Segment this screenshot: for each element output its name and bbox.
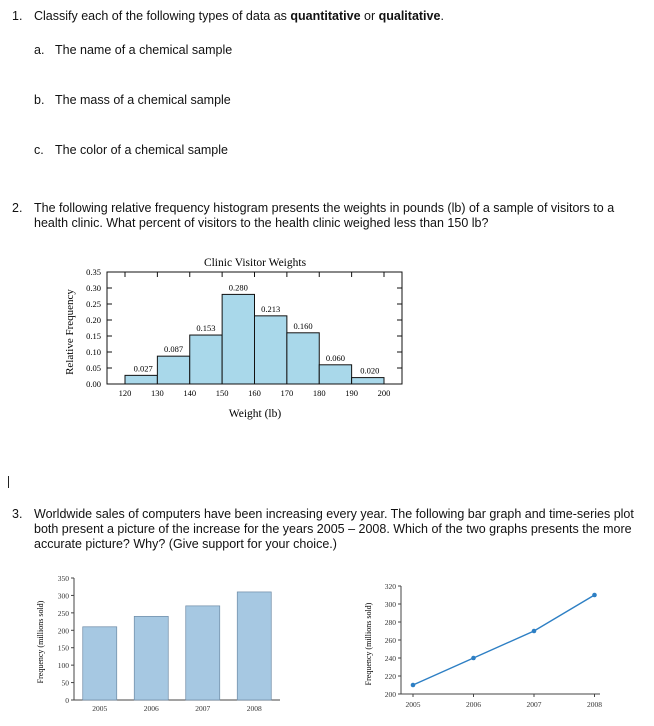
bar-chart-y-tick-label: 50 [61,678,69,688]
histogram-bar-value-label: 0.160 [293,320,313,331]
q1b-letter: b. [34,93,45,107]
bar-chart-bar [237,592,271,700]
q1-text-pre: Classify each of the following types of data as [34,9,291,23]
histogram-chart [0,250,654,430]
histogram-bar-value-label: 0.087 [164,344,184,355]
bar-chart-y-tick-label: 300 [57,591,69,601]
line-chart-y-tick-label: 260 [384,636,396,645]
q1-number: 1. [12,9,23,23]
bar-chart-x-tick-label: 2008 [246,704,262,713]
q1-prompt [34,9,444,24]
bar-chart-bar [83,627,117,700]
bar-chart-y-tick-label: 250 [57,608,69,618]
sales-bar-chart [30,570,300,720]
q3-line2: both present a picture of the increase for the years 2005 – 2008. Which of the two graphs presents the more [34,522,632,536]
q2-number: 2. [12,201,23,215]
bar-chart-x-tick-label: 2005 [92,704,108,713]
bar-chart-x-tick-label: 2006 [143,704,159,713]
q3-line3: accurate picture? Why? (Give support for your choice.) [34,537,337,551]
line-chart-x-tick-label: 2007 [526,700,542,709]
histogram-bar [125,375,157,384]
histogram-bar [157,356,189,384]
histogram-bar [222,294,254,384]
bar-chart-y-tick-label: 150 [57,643,69,653]
line-chart-x-tick-label: 2005 [405,700,421,709]
histogram-bar-value-label: 0.020 [360,365,380,376]
line-chart-y-axis-label: Frequency (millions sold) [364,602,373,686]
histogram-y-tick-label: 0.00 [86,379,101,389]
histogram-bar [319,365,351,384]
bar-chart-y-tick-label: 350 [57,574,69,583]
q1-text-mid: or [360,9,379,23]
q1-bold-quantitative: quantitative [290,9,361,23]
line-chart-y-tick-label: 240 [384,654,396,663]
histogram-x-tick-label: 150 [215,388,229,398]
histogram-y-tick-label: 0.15 [86,331,101,341]
text-cursor-mark [8,476,9,488]
histogram-bar-value-label: 0.153 [196,323,216,334]
line-chart-x-tick-label: 2006 [466,700,481,709]
q3-number: 3. [12,507,23,521]
histogram-x-tick-label: 130 [151,388,164,398]
histogram-bar-value-label: 0.213 [261,303,281,314]
line-chart-point [411,683,416,688]
line-chart-series [413,595,595,685]
line-chart-x-tick-label: 2008 [587,700,602,709]
q1c-text: The color of a chemical sample [55,143,228,157]
line-chart-point [471,656,476,661]
histogram-bar-value-label: 0.280 [228,282,248,293]
histogram-x-tick-label: 160 [248,388,261,398]
histogram-bar [352,378,384,384]
histogram-y-tick-label: 0.25 [86,299,101,309]
line-chart-point [532,629,537,634]
histogram-x-tick-label: 200 [377,388,391,398]
histogram-bar [190,335,222,384]
line-chart-y-tick-label: 280 [384,618,396,627]
q1a-text: The name of a chemical sample [55,43,233,57]
q1-bold-qualitative: qualitative [378,9,441,23]
line-chart-y-tick-label: 200 [384,690,396,699]
histogram-y-tick-label: 0.30 [86,283,101,293]
line-chart-y-tick-label: 220 [384,672,396,681]
q2-line2: health clinic. What percent of visitors to the health clinic weighed less than 150 lb? [34,216,489,230]
histogram-x-tick-label: 140 [183,388,197,398]
histogram-x-tick-label: 170 [280,388,294,398]
q1b-text: The mass of a chemical sample [55,93,231,107]
q2-line1: The following relative frequency histogram presents the weights in pounds (lb) of a sample of visitors to a [34,201,615,215]
bar-chart-x-tick-label: 2007 [195,704,211,713]
q1-text-end: . [440,9,444,23]
histogram-y-tick-label: 0.20 [86,315,101,325]
histogram-x-tick-label: 190 [345,388,358,398]
q1c-letter: c. [34,143,44,157]
bar-chart-y-axis-label: Frequency (millions sold) [36,600,45,684]
bar-chart-bar [134,616,168,700]
histogram-y-axis-label: Relative Frequency [64,289,76,375]
line-chart-y-tick-label: 300 [384,600,396,609]
histogram-y-tick-label: 0.10 [86,347,101,357]
histogram-y-tick-label: 0.05 [86,363,101,373]
bar-chart-y-tick-label: 200 [57,626,69,636]
histogram-x-tick-label: 180 [312,388,326,398]
bar-chart-y-tick-label: 100 [57,661,69,671]
histogram-x-axis-label: Weight (lb) [228,408,282,420]
histogram-bar [255,316,287,384]
q1a-letter: a. [34,43,45,57]
q3-line1: Worldwide sales of computers have been increasing every year. The following bar graph and time-series plot [34,507,634,521]
sales-time-series-chart [360,580,610,720]
histogram-bar-value-label: 0.060 [325,352,345,363]
line-chart-y-tick-label: 320 [384,582,396,591]
histogram-bar-value-label: 0.027 [133,363,153,374]
bar-chart-y-tick-label: 0 [65,696,69,705]
histogram-bar [287,333,319,384]
line-chart-point [592,593,597,598]
histogram-title: Clinic Visitor Weights [203,257,307,269]
histogram-y-tick-label: 0.35 [86,267,101,277]
histogram-x-tick-label: 120 [118,388,132,398]
bar-chart-bar [186,606,220,700]
